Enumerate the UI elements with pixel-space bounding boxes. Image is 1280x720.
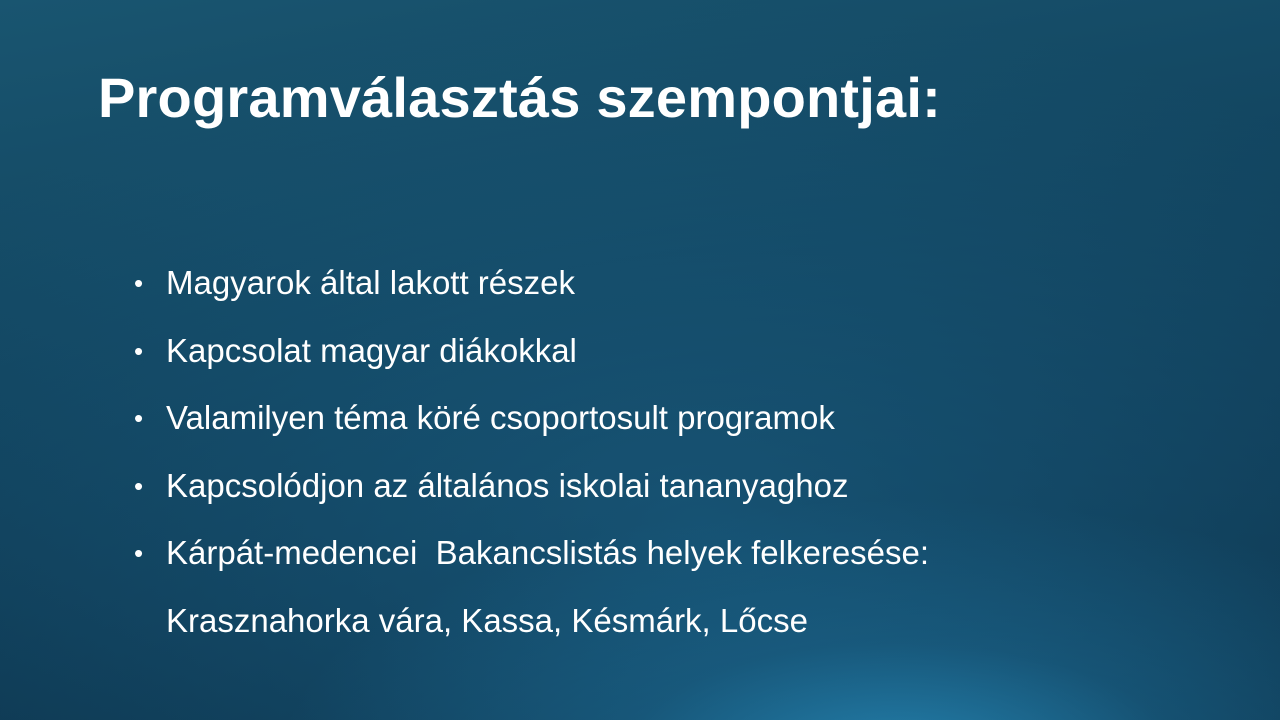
bullet-text: Kapcsolat magyar diákokkal bbox=[166, 331, 577, 369]
bullet-text: Kárpát-medencei Bakancslistás helyek felkeresése: bbox=[166, 534, 930, 571]
list-item bbox=[134, 256, 929, 310]
list-item bbox=[134, 391, 929, 445]
bullet-icon: • bbox=[134, 335, 144, 366]
bullet-list bbox=[134, 256, 929, 661]
bullet-continuation-text: Krasznahorka vára, Kassa, Késmárk, Lőcse bbox=[166, 601, 808, 639]
bullet-text: Valamilyen téma köré csoportosult programok bbox=[166, 399, 835, 436]
bullet-icon: • bbox=[134, 403, 144, 433]
bullet-icon: • bbox=[134, 268, 144, 298]
list-item bbox=[134, 459, 929, 513]
bullet-text: Kapcsolódjon az általános iskolai tananyaghoz bbox=[166, 466, 849, 504]
list-item bbox=[134, 526, 929, 648]
bullet-icon: • bbox=[134, 470, 144, 501]
bullet-text: Magyarok által lakott részek bbox=[166, 264, 576, 301]
list-item bbox=[134, 324, 929, 378]
slide-title: Programválasztás szempontjai: bbox=[98, 66, 941, 129]
bullet-icon: • bbox=[134, 538, 144, 568]
